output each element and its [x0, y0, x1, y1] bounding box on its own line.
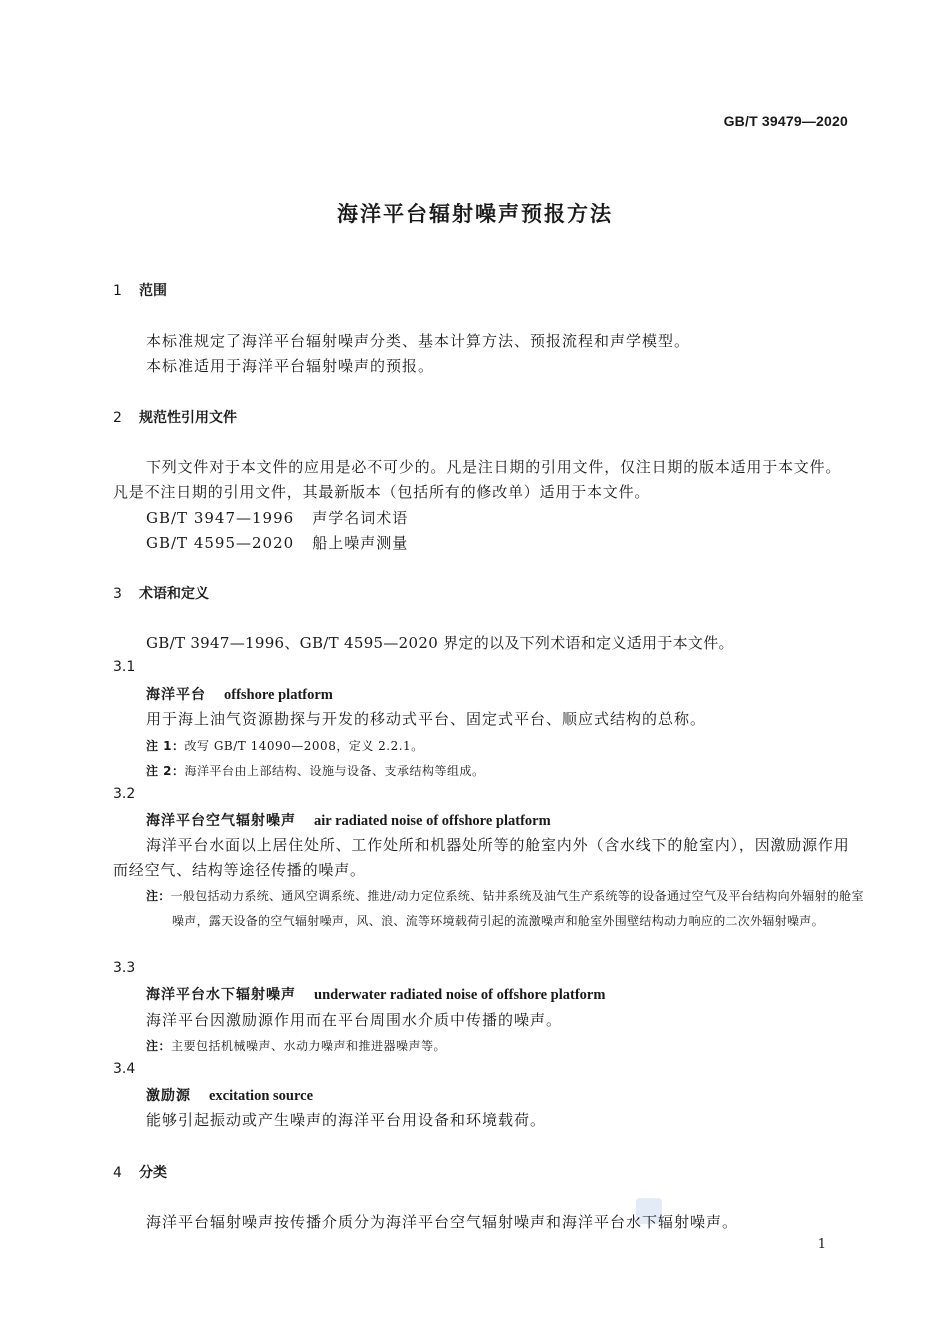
- term-definition: 海洋平台因激励源作用而在平台周围水介质中传播的噪声。: [146, 1011, 563, 1029]
- term-number: 3.1: [113, 659, 136, 675]
- term-zh: 激励源: [146, 1088, 191, 1104]
- reference-item: [146, 507, 408, 528]
- reference-code: GB/T 3947—1996: [146, 509, 295, 527]
- term-heading: [146, 810, 551, 830]
- section-title: 范围: [139, 283, 167, 299]
- page-number: 1: [817, 1237, 826, 1252]
- note: [146, 737, 424, 754]
- section-number: 3: [113, 586, 122, 602]
- note-label: 注：: [146, 889, 171, 903]
- term-number: 3.2: [113, 786, 136, 802]
- term-heading: [146, 684, 333, 704]
- note-text: 海洋平台由上部结构、设施与设备、支承结构等组成。: [184, 764, 485, 778]
- section-title: 术语和定义: [139, 586, 209, 602]
- term-definition: 海洋平台水面以上居住处所、工作处所和机器处所等的舱室内外（含水线下的舱室内），因激励源作用而经空气、结构等途径传播的噪声。: [113, 836, 850, 879]
- term-zh: 海洋平台水下辐射噪声: [146, 987, 296, 1003]
- term-heading: [146, 984, 605, 1004]
- section-title: 分类: [139, 1165, 167, 1181]
- section-3-heading: [113, 583, 209, 603]
- reference-name: 船上噪声测量: [312, 534, 409, 552]
- term-number: 3.3: [113, 960, 136, 976]
- term-heading: [146, 1085, 313, 1105]
- section-2-heading: [113, 407, 237, 427]
- note-text: 一般包括动力系统、通风空调系统、推进/动力定位系统、钻井系统及油气生产系统等的设备通过空气及平台结构向外辐射的舱室噪声，露天设备的空气辐射噪声，风、浪、流等环境载荷引起的流激噪声和舱室外围壁结构动力响应的二次外辐射噪声。: [170, 889, 864, 928]
- note-label: 注 2：: [146, 764, 185, 778]
- note: [146, 884, 876, 934]
- paragraph: 本标准规定了海洋平台辐射噪声分类、基本计算方法、预报流程和声学模型。: [146, 332, 691, 350]
- paragraph: 海洋平台辐射噪声按传播介质分为海洋平台空气辐射噪声和海洋平台水下辐射噪声。: [146, 1213, 739, 1231]
- page-title: 海洋平台辐射噪声预报方法: [337, 202, 613, 226]
- term-number: 3.4: [113, 1061, 136, 1077]
- note-text: 改写 GB/T 14090—2008，定义 2.2.1。: [184, 739, 424, 753]
- section-title: 规范性引用文件: [139, 410, 237, 426]
- paragraph: 下列文件对于本文件的应用是必不可少的。凡是注日期的引用文件，仅注日期的版本适用于本文件。凡是不注日期的引用文件，其最新版本（包括所有的修改单）适用于本文件。: [113, 458, 842, 501]
- note: [146, 762, 485, 779]
- reference-code: GB/T 4595—2020: [146, 534, 295, 552]
- section-number: 4: [113, 1165, 122, 1181]
- note: [146, 1037, 446, 1054]
- section-4-heading: [113, 1162, 167, 1182]
- note-label: 注 1：: [146, 739, 185, 753]
- section-1-heading: [113, 280, 167, 300]
- term-definition: 用于海上油气资源勘探与开发的移动式平台、固定式平台、顺应式结构的总称。: [146, 710, 707, 728]
- term-en: air radiated noise of offshore platform: [314, 813, 551, 829]
- term-en: offshore platform: [224, 687, 333, 703]
- term-definition: 能够引起振动或产生噪声的海洋平台用设备和环境载荷。: [146, 1111, 547, 1129]
- standard-number: GB/T 39479—2020: [723, 113, 848, 129]
- section-number: 1: [113, 283, 122, 299]
- term-en: underwater radiated noise of offshore platform: [314, 987, 606, 1003]
- term-zh: 海洋平台空气辐射噪声: [146, 813, 296, 829]
- term-en: excitation source: [209, 1088, 314, 1104]
- paragraph: 本标准适用于海洋平台辐射噪声的预报。: [146, 357, 435, 375]
- reference-name: 声学名词术语: [312, 509, 409, 527]
- paragraph: GB/T 3947—1996、GB/T 4595—2020 界定的以及下列术语和定义适用于本文件。: [146, 634, 734, 652]
- note-label: 注：: [146, 1039, 172, 1053]
- section-number: 2: [113, 410, 122, 426]
- term-zh: 海洋平台: [146, 687, 206, 703]
- reference-item: [146, 532, 408, 553]
- note-text: 主要包括机械噪声、水动力噪声和推进器噪声等。: [171, 1039, 447, 1053]
